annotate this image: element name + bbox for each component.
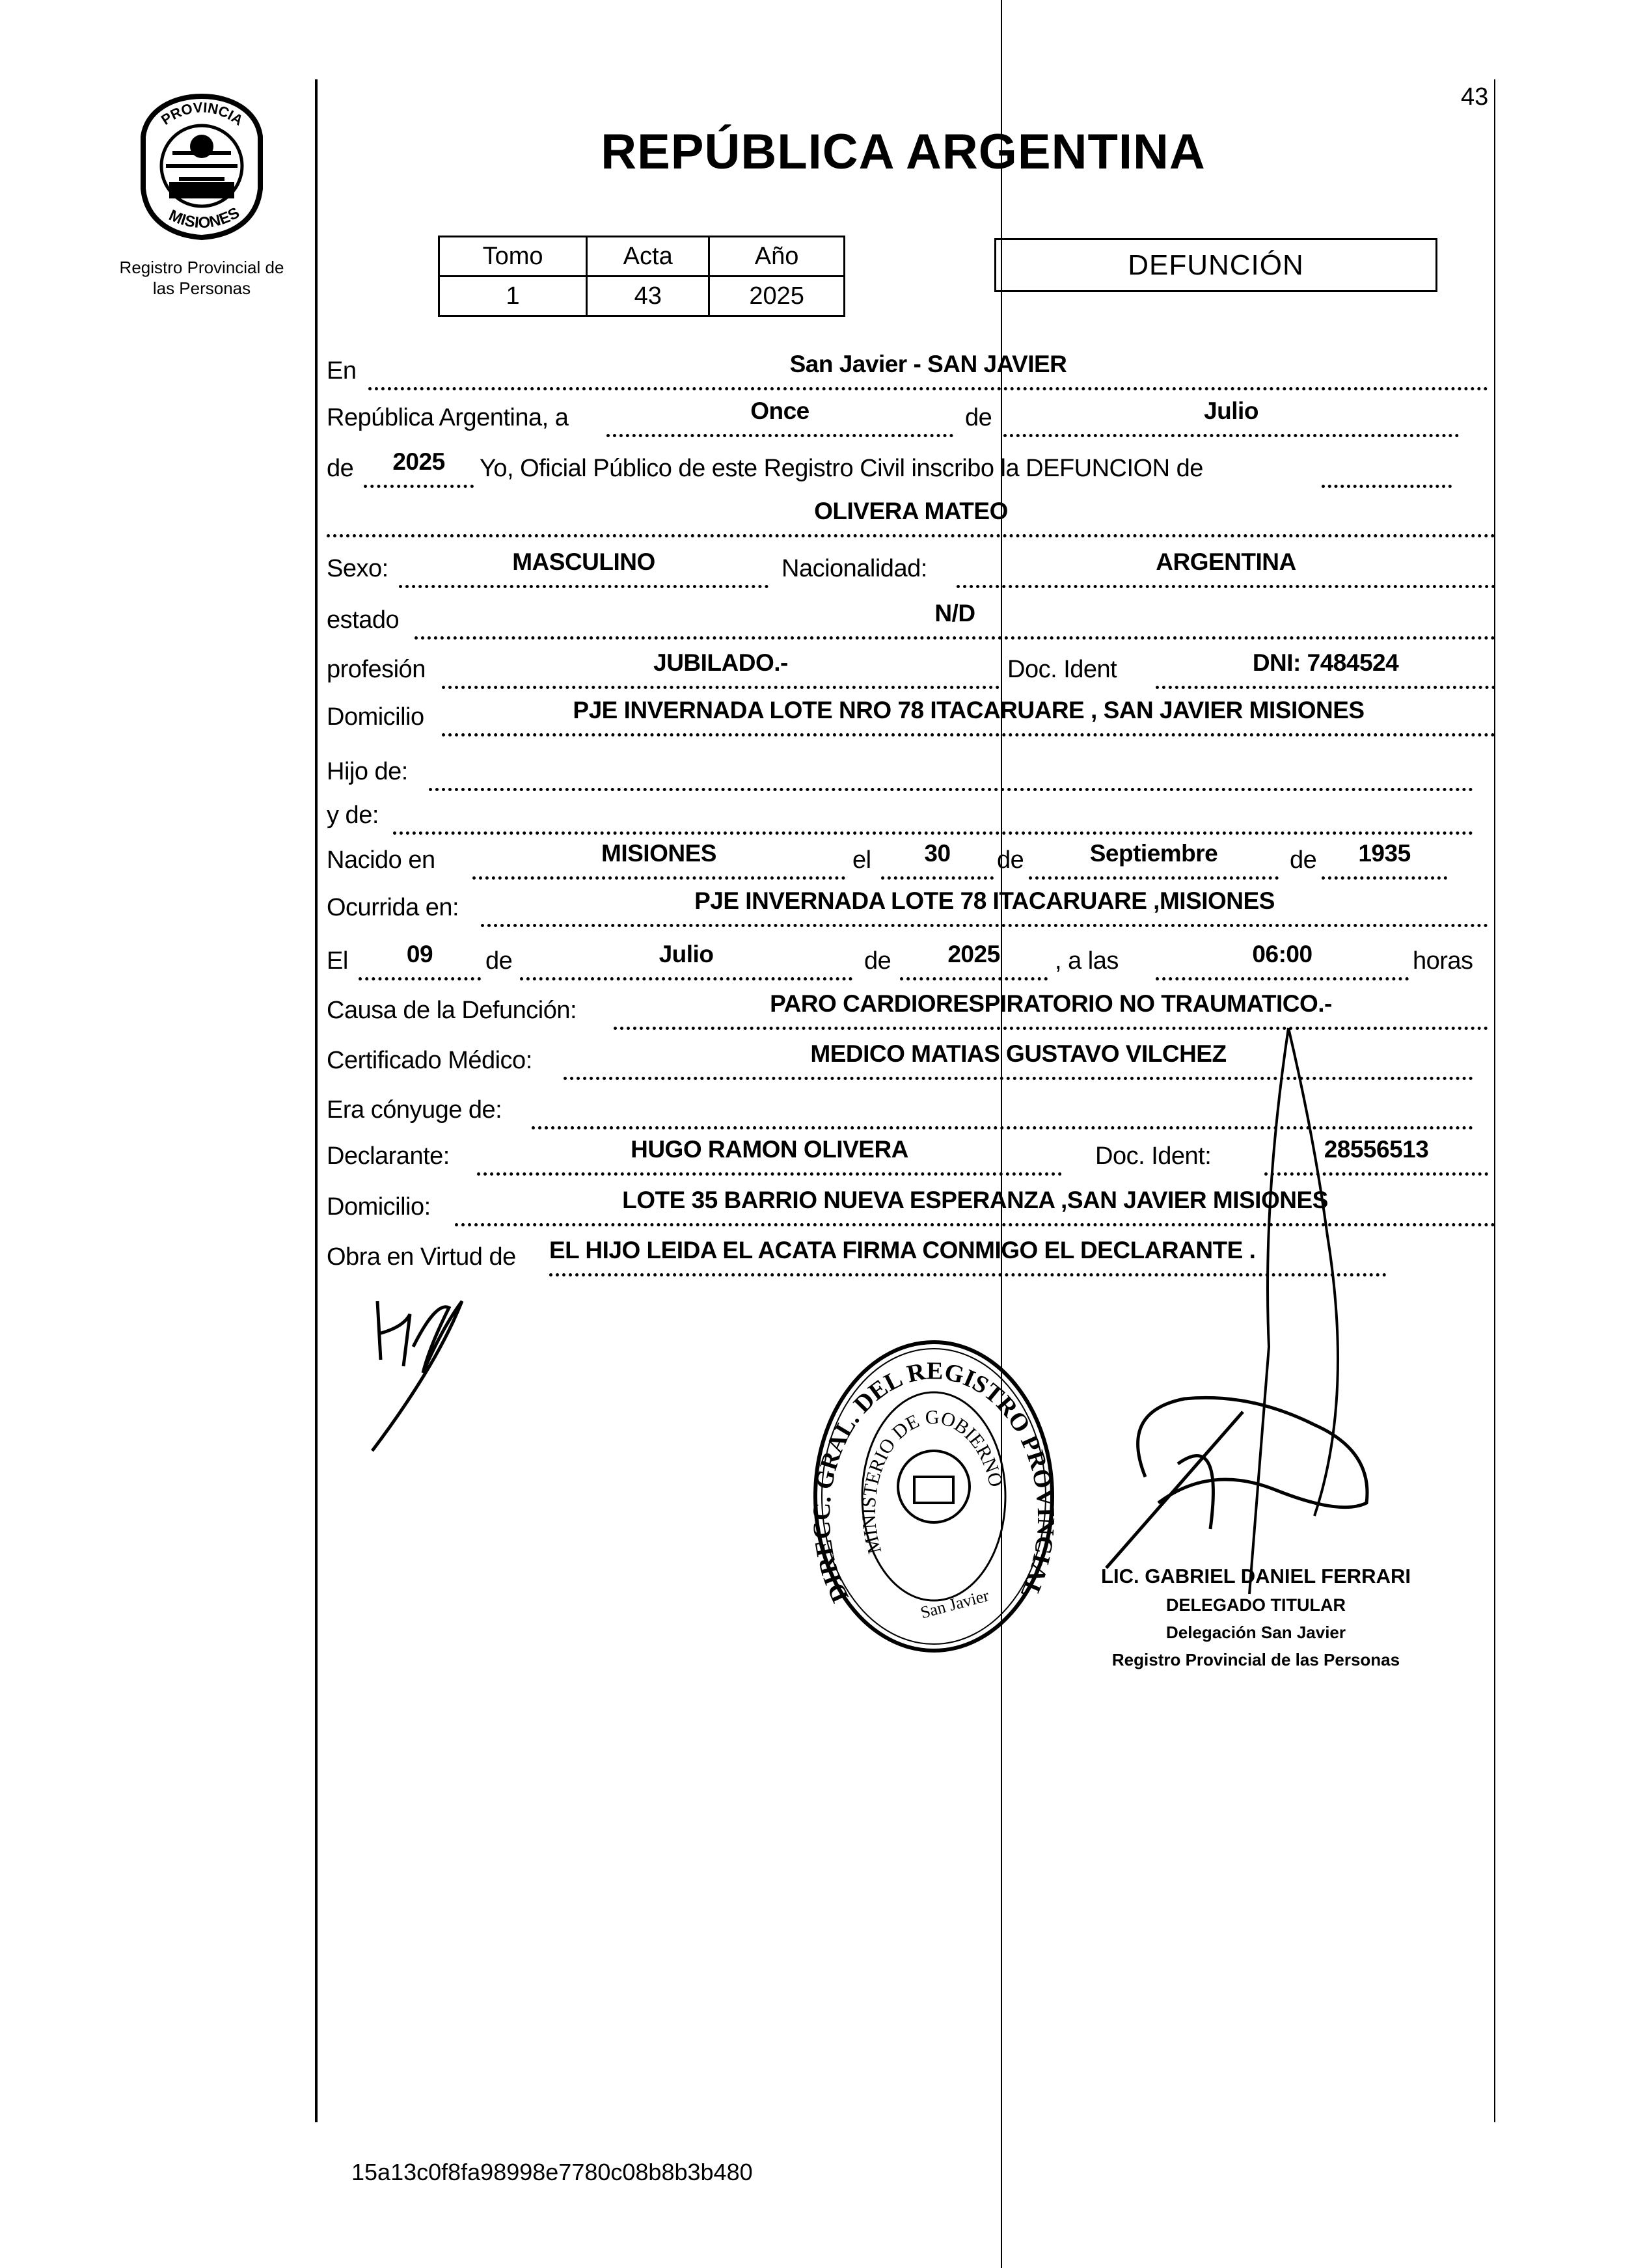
svg-text:DIRECC. GRAL. DEL REGISTRO PRO <box>810 1337 1057 1608</box>
document-title: REPÚBLICA ARGENTINA <box>601 124 1206 180</box>
obra-label: Obra en Virtud de <box>327 1243 516 1271</box>
header-tomo: Tomo <box>439 237 587 277</box>
registry-line-1: Registro Provincial de <box>119 258 284 277</box>
row-profesion <box>0 650 1632 689</box>
row-ocurrida <box>0 888 1632 927</box>
logo-text-bottom: MISIONES <box>166 204 243 232</box>
logo-text-top: PROVINCIA <box>158 99 246 129</box>
birth-day-field: 30 <box>881 837 994 880</box>
row-yde <box>0 796 1632 835</box>
ocurrida-label: Ocurrida en: <box>327 894 459 921</box>
profesion-field: JUBILADO.- <box>442 647 1000 689</box>
row-date <box>0 398 1632 437</box>
row-death-date <box>0 941 1632 980</box>
month-field: Julio <box>1003 395 1459 437</box>
hijo-field <box>429 749 1473 791</box>
nacionalidad-label: Nacionalidad: <box>782 555 927 582</box>
document-hash: 15a13c0f8fa98998e7780c08b8b3b480 <box>351 2159 753 2185</box>
nacido-field: MISIONES <box>472 837 845 880</box>
death-month-field: Julio <box>520 938 852 980</box>
domicilio-field: PJE INVERNADA LOTE NRO 78 ITACARUARE , SAN JAVIER MISIONES <box>442 694 1495 736</box>
birth-month-field: Septiembre <box>1029 837 1279 880</box>
svg-text:MINISTERIO DE GOBIERNO <box>858 1407 1007 1556</box>
nacido-label: Nacido en <box>327 846 435 874</box>
row-year <box>0 449 1632 488</box>
death-day-field: 09 <box>359 938 481 980</box>
stamp-location: San Javier <box>918 1586 991 1623</box>
record-type-box: DEFUNCIÓN <box>994 238 1437 292</box>
signatory-office: Delegación San Javier <box>1165 1623 1346 1642</box>
republica-label: República Argentina, a <box>327 404 569 431</box>
official-stamp <box>810 1337 1057 1656</box>
sexo-field: MASCULINO <box>399 546 768 588</box>
hijo-label: Hijo de: <box>327 758 408 785</box>
death-de2-label: de <box>864 947 891 975</box>
blank-field <box>1322 446 1452 488</box>
official-signature <box>1080 1008 1419 1594</box>
domicilio-label: Domicilio <box>327 703 424 731</box>
decl-doc-field: 28556513 <box>1264 1133 1488 1176</box>
alas-label: , a las <box>1055 947 1119 975</box>
causa-field: PARO CARDIORESPIRATORIO NO TRAUMATICO.- <box>614 988 1488 1030</box>
stamp-outer-text: DIRECC. GRAL. DEL REGISTRO PROVINCIAL <box>810 1357 1057 1607</box>
oficial-text: Yo, Oficial Público de este Registro Civil inscribo la DEFUNCION de <box>480 455 1203 482</box>
declarant-signature <box>364 1288 501 1464</box>
deceased-name-field: OLIVERA MATEO <box>327 495 1495 537</box>
de-label: de <box>965 404 992 431</box>
sexo-label: Sexo: <box>327 555 388 582</box>
yde-field <box>393 792 1473 835</box>
death-year-field: 2025 <box>900 938 1048 980</box>
yde-label: y de: <box>327 802 379 829</box>
birth-year-field: 1935 <box>1322 837 1447 880</box>
signatory-name: LIC. GABRIEL DANIEL FERRARI <box>1101 1565 1411 1587</box>
value-acta: 43 <box>587 277 709 316</box>
register-table-row <box>439 277 845 316</box>
certificado-label: Certificado Médico: <box>327 1047 532 1074</box>
declarante-label: Declarante: <box>327 1142 450 1170</box>
page-number: 43 <box>1461 83 1489 111</box>
header-acta: Acta <box>587 237 709 277</box>
ocurrida-field: PJE INVERNADA LOTE 78 ITACARUARE ,MISIONES <box>481 885 1488 927</box>
death-time-field: 06:00 <box>1156 938 1409 980</box>
declarante-field: HUGO RAMON OLIVERA <box>477 1133 1062 1176</box>
stamp-inner-text: MINISTERIO DE GOBIERNO <box>858 1406 1007 1556</box>
day-field: Once <box>606 395 953 437</box>
year-label: de <box>327 455 354 482</box>
nacionalidad-field: ARGENTINA <box>957 546 1495 588</box>
conyuge-label: Era cónyuge de: <box>327 1096 502 1124</box>
value-ano: 2025 <box>709 277 845 316</box>
en-label: En <box>327 357 357 385</box>
en-field: San Javier - SAN JAVIER <box>368 348 1488 390</box>
decl-domicilio-field: LOTE 35 BARRIO NUEVA ESPERANZA ,SAN JAVIER MISIONES <box>455 1184 1495 1226</box>
profesion-label: profesión <box>327 656 426 683</box>
register-table-header <box>439 237 845 277</box>
el2-label: El <box>327 947 348 975</box>
el-label: el <box>852 846 871 874</box>
row-hijo <box>0 752 1632 791</box>
signatory-registry: Registro Provincial de las Personas <box>1111 1650 1400 1669</box>
signatory-role: DELEGADO TITULAR <box>1166 1595 1346 1615</box>
certificado-field: MEDICO MATIAS GUSTAVO VILCHEZ <box>564 1038 1473 1080</box>
registry-line-2: las Personas <box>152 278 251 298</box>
decl-domicilio-label: Domicilio: <box>327 1193 431 1221</box>
death-de1-label: de <box>485 947 513 975</box>
causa-label: Causa de la Defunción: <box>327 997 577 1024</box>
row-nacido <box>0 841 1632 880</box>
row-estado <box>0 601 1632 640</box>
doc-label: Doc. Ident <box>1007 656 1117 683</box>
row-domicilio <box>0 697 1632 736</box>
year-field: 2025 <box>364 446 474 488</box>
row-name <box>0 498 1632 537</box>
row-en <box>0 351 1632 390</box>
horas-label: horas <box>1413 947 1473 975</box>
birth-de1-label: de <box>997 846 1024 874</box>
obra-field: EL HIJO LEIDA EL ACATA FIRMA CONMIGO EL DECLARANTE . <box>549 1234 1387 1276</box>
row-sexo <box>0 549 1632 588</box>
birth-de2-label: de <box>1290 846 1317 874</box>
value-tomo: 1 <box>439 277 587 316</box>
doc-field: DNI: 7484524 <box>1156 647 1495 689</box>
decl-doc-label: Doc. Ident: <box>1095 1142 1212 1170</box>
estado-field: N/D <box>415 597 1495 640</box>
estado-label: estado <box>327 606 400 634</box>
header-ano: Año <box>709 237 845 277</box>
registry-name <box>85 257 319 299</box>
register-table <box>438 236 845 317</box>
